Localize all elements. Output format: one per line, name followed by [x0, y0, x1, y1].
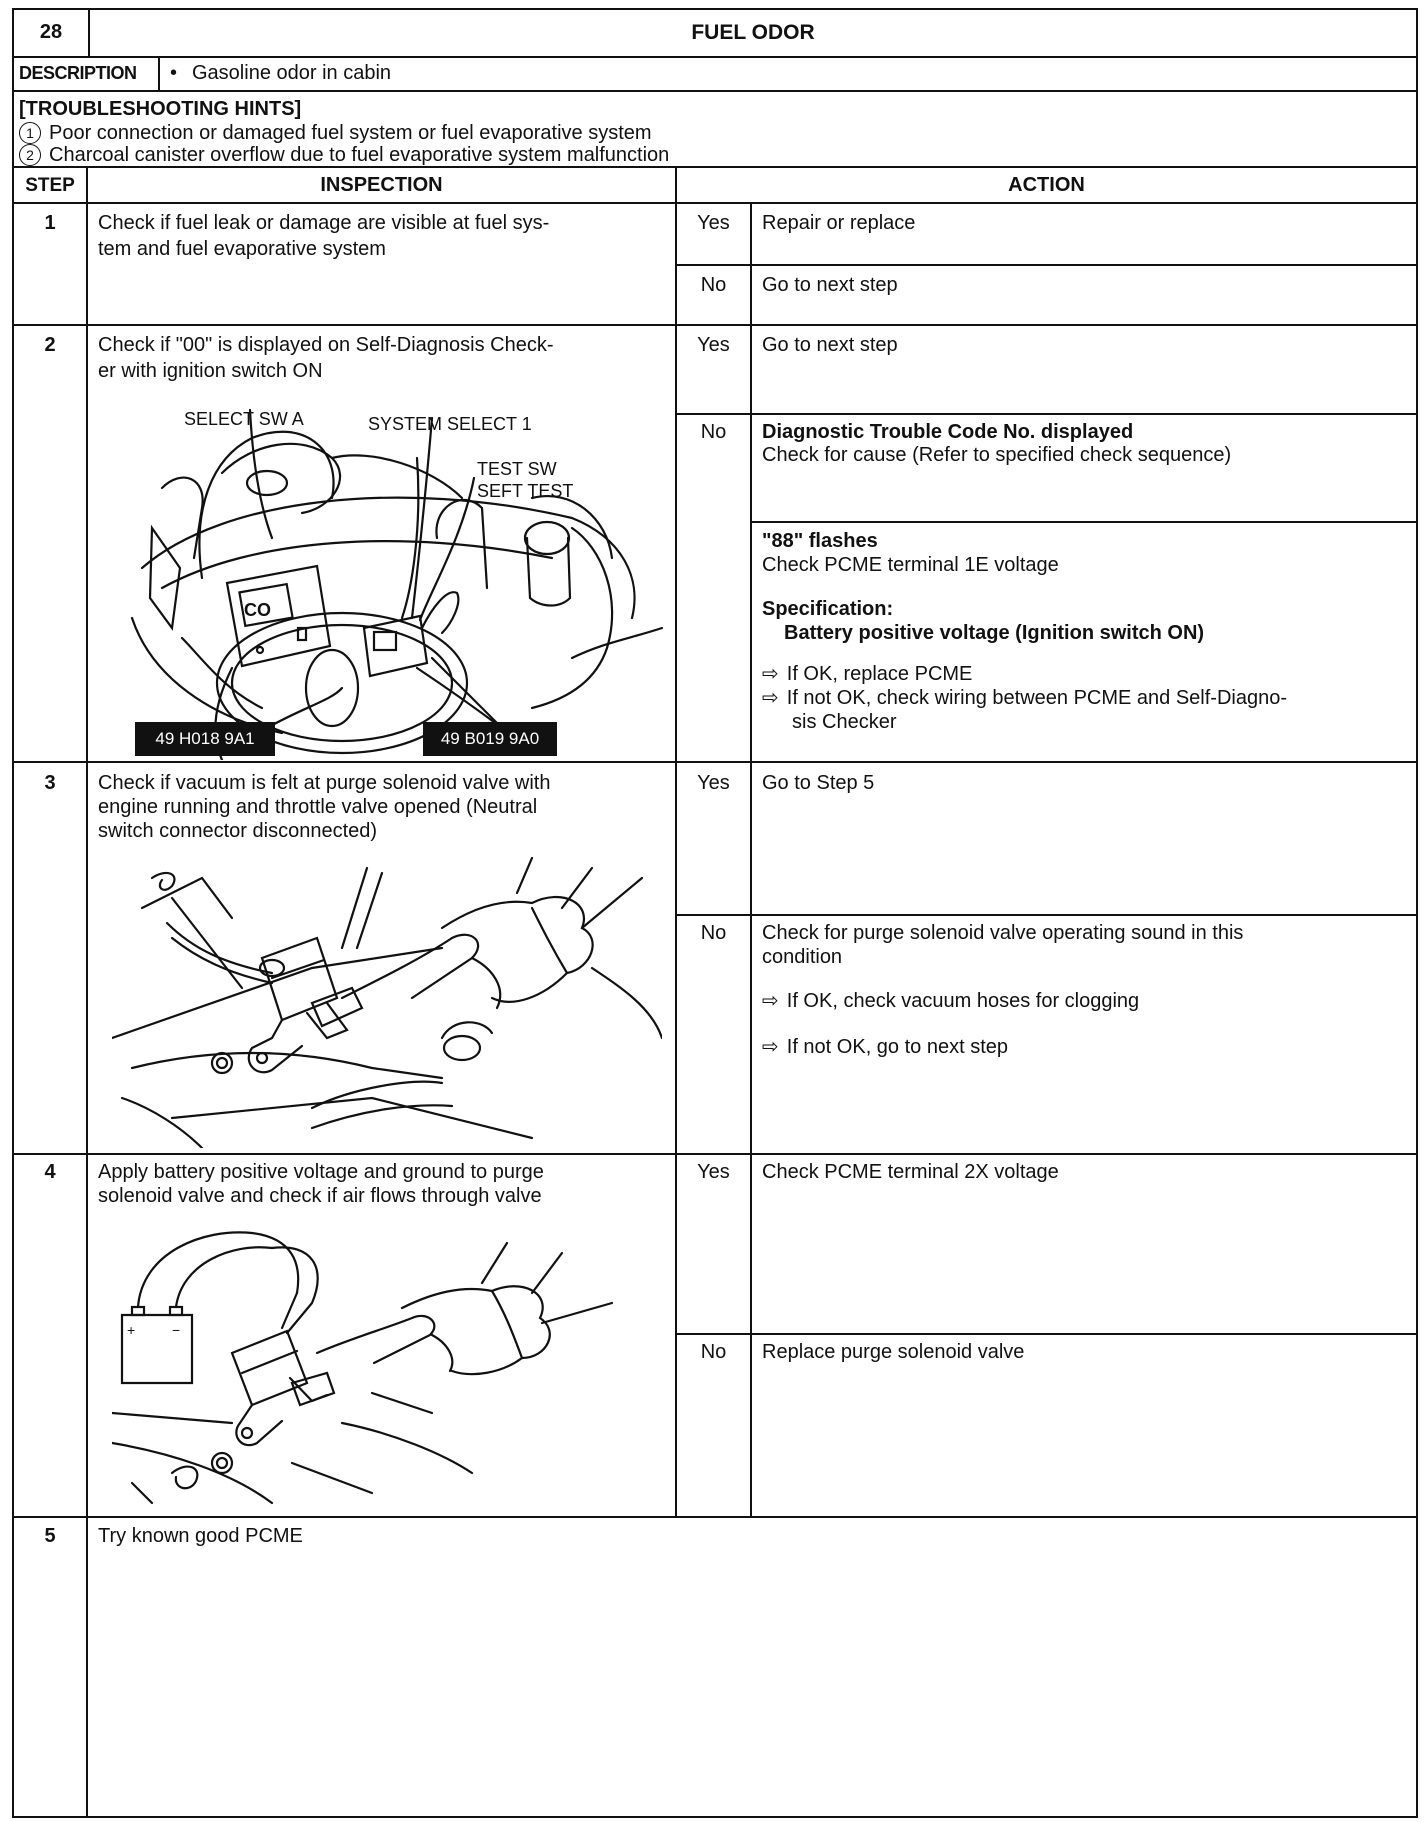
- step3-ok-line: [762, 988, 1139, 1015]
- step3-yes-action: Go to Step 5: [762, 772, 875, 794]
- rule-step3-yes-no: [675, 914, 1418, 916]
- rule-step2-bottom: [12, 761, 1418, 763]
- step-number-2: 2: [44, 334, 56, 356]
- rule-inspection-column: [675, 166, 677, 1516]
- step1-yes-action: Repair or replace: [762, 212, 916, 234]
- arrow-icon: ⇨: [762, 687, 779, 709]
- rule-description-split: [158, 56, 160, 90]
- rule-step2-yes-no: [675, 413, 1418, 415]
- step1-no-action: Go to next step: [762, 274, 898, 296]
- step4-yes-label: Yes: [697, 1161, 730, 1183]
- troubleshooting-sheet: [12, 8, 1418, 1818]
- purge-valve-battery-illustration: [112, 1223, 662, 1513]
- description-text: Gasoline odor in cabin: [192, 62, 392, 84]
- svg-text:−: −: [172, 1322, 181, 1338]
- rule-columns-bottom: [12, 202, 1418, 204]
- description-bullet: •: [170, 62, 178, 84]
- step2-not-ok-text-cont: sis Checker: [792, 711, 897, 733]
- step4-no-action: Replace purge solenoid valve: [762, 1341, 1025, 1363]
- rule-description-bottom: [12, 90, 1418, 92]
- rule-step4-bottom: [12, 1516, 1418, 1518]
- hint-number-2: 2: [19, 144, 41, 166]
- hint-text-2: Charcoal canister overflow due to fuel evaporative system malfunction: [49, 144, 670, 166]
- step3-no-label: No: [700, 922, 727, 944]
- checker-display: CO: [244, 600, 271, 620]
- column-header-inspection: INSPECTION: [320, 174, 443, 196]
- step3-no-text-line2: condition: [762, 946, 843, 968]
- tool-number-left: 49 H018 9A1: [135, 722, 275, 756]
- figure-label-select-sw: SELECT SW A: [184, 409, 304, 429]
- rule-top: [12, 8, 1418, 10]
- step3-not-ok-line: [762, 1034, 1008, 1061]
- step-number-5: 5: [44, 1525, 56, 1547]
- tool-number-right: 49 B019 9A0: [423, 722, 557, 756]
- rule-step2-no-split: [750, 521, 1418, 523]
- step2-dtc-text: Check for cause (Refer to specified check sequence): [762, 444, 1232, 466]
- step2-no-label: No: [700, 421, 727, 443]
- rule-step1-bottom: [12, 324, 1418, 326]
- step2-flash-text: Check PCME terminal 1E voltage: [762, 554, 1059, 576]
- step2-inspection-line1: Check if "00" is displayed on Self-Diagnosis Check-: [98, 334, 554, 356]
- step-number-4: 4: [44, 1161, 56, 1183]
- step4-inspection-line1: Apply battery positive voltage and ground to purge: [98, 1161, 544, 1183]
- step2-yes-label: Yes: [697, 334, 730, 356]
- step1-inspection-line1: Check if fuel leak or damage are visible at fuel sys-: [98, 212, 550, 234]
- arrow-icon: ⇨: [762, 1036, 779, 1058]
- section-number: 28: [39, 21, 63, 43]
- step2-not-ok-text: If not OK, check wiring between PCME and Self-Diagno-: [786, 687, 1287, 709]
- figure-label-system-select: SYSTEM SELECT 1: [368, 414, 532, 434]
- step4-inspection-line2: solenoid valve and check if air flows through valve: [98, 1185, 542, 1207]
- step3-ok-text: If OK, check vacuum hoses for clogging: [786, 990, 1140, 1012]
- rule-step4-yes-no: [675, 1333, 1418, 1335]
- step3-no-text-line1: Check for purge solenoid valve operating sound in this: [762, 922, 1244, 944]
- step1-no-label: No: [700, 274, 727, 296]
- step2-dtc-title: Diagnostic Trouble Code No. displayed: [762, 421, 1134, 443]
- step2-not-ok-line: [762, 685, 1287, 712]
- hints-title: [TROUBLESHOOTING HINTS]: [19, 98, 302, 120]
- hint-text-1: Poor connection or damaged fuel system or fuel evaporative system: [49, 122, 652, 144]
- figure-label-self-test: SEFT TEST: [477, 481, 574, 501]
- rule-header-bottom: [12, 56, 1418, 58]
- hint-number-1: 1: [19, 122, 41, 144]
- step3-not-ok-text: If not OK, go to next step: [786, 1036, 1009, 1058]
- purge-valve-vacuum-illustration: [112, 848, 662, 1148]
- arrow-icon: ⇨: [762, 990, 779, 1012]
- step3-inspection-line1: Check if vacuum is felt at purge solenoid valve with: [98, 772, 551, 794]
- step2-ok-line: [762, 661, 972, 688]
- page-title: FUEL ODOR: [691, 21, 815, 44]
- step-number-3: 3: [44, 772, 56, 794]
- step2-yes-action: Go to next step: [762, 334, 898, 356]
- rule-bottom: [12, 1816, 1418, 1818]
- rule-step3-bottom: [12, 1153, 1418, 1155]
- step4-yes-action: Check PCME terminal 2X voltage: [762, 1161, 1059, 1183]
- description-label: DESCRIPTION: [19, 63, 137, 83]
- rule-step-column: [86, 166, 88, 1816]
- step3-inspection-line3: switch connector disconnected): [98, 820, 378, 842]
- self-diagnosis-checker-illustration: [102, 388, 672, 760]
- column-header-step: STEP: [25, 175, 75, 196]
- rule-step1-yes-no: [675, 264, 1418, 266]
- step5-inspection-line1: Try known good PCME: [98, 1525, 303, 1547]
- step2-inspection-line2: er with ignition switch ON: [98, 360, 323, 382]
- hint-item-2: [19, 142, 669, 169]
- step2-flash-title: "88" flashes: [762, 530, 878, 552]
- rule-right: [1416, 8, 1418, 1818]
- step3-yes-label: Yes: [697, 772, 730, 794]
- step3-inspection-line2: engine running and throttle valve opened (Neutral: [98, 796, 538, 818]
- figure-label-test-sw: TEST SW: [477, 459, 557, 479]
- step2-ok-text: If OK, replace PCME: [786, 663, 973, 685]
- step1-inspection-line2: tem and fuel evaporative system: [98, 238, 386, 260]
- arrow-icon: ⇨: [762, 663, 779, 685]
- step1-yes-label: Yes: [697, 212, 730, 234]
- svg-text:+: +: [127, 1322, 136, 1338]
- step2-spec-label: Specification:: [762, 598, 894, 620]
- rule-yesno-column: [750, 202, 752, 1516]
- step-number-1: 1: [44, 212, 56, 234]
- column-header-action: ACTION: [1008, 174, 1085, 196]
- step4-no-label: No: [700, 1341, 727, 1363]
- step2-spec-value: Battery positive voltage (Ignition switch ON): [784, 622, 1205, 644]
